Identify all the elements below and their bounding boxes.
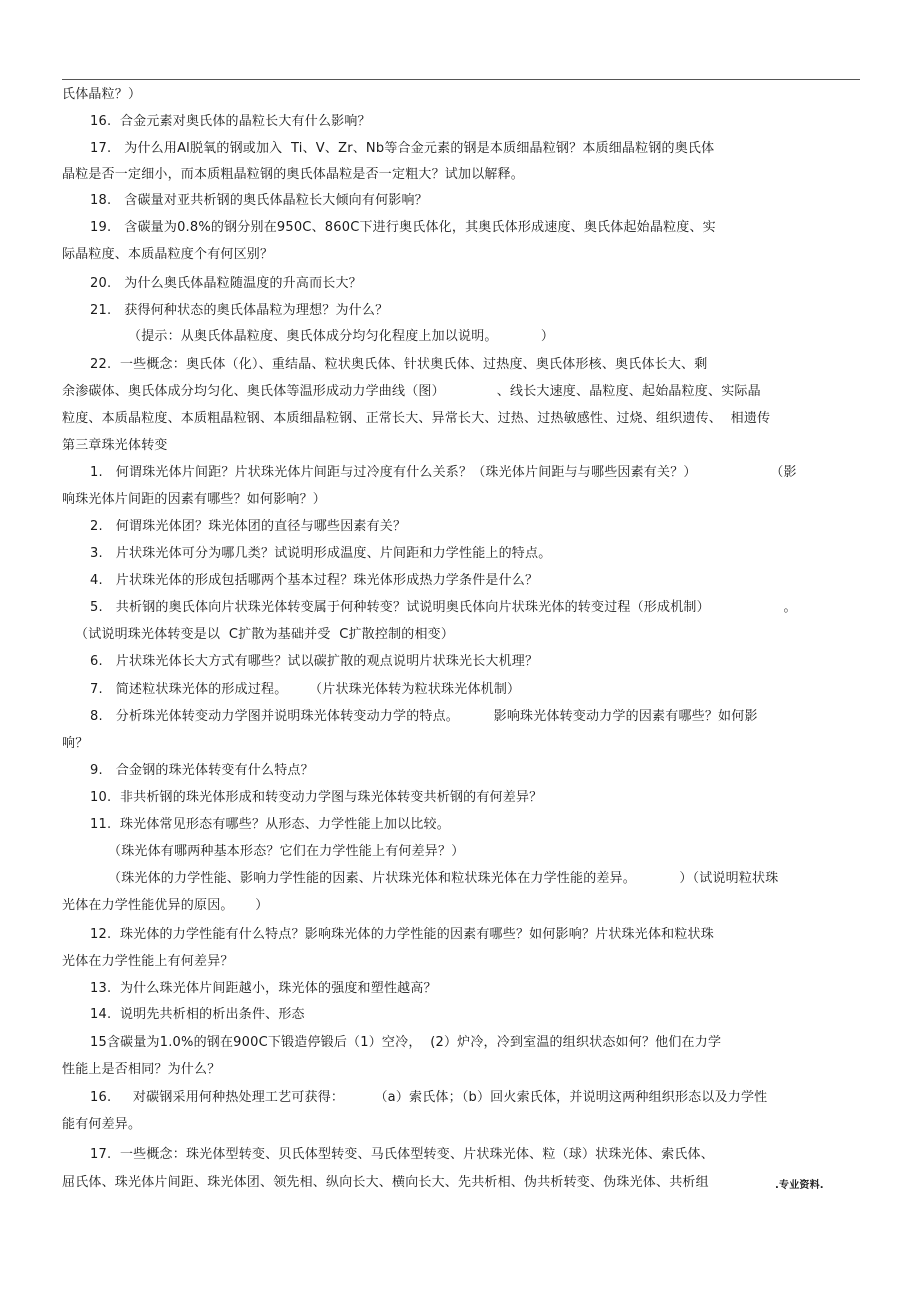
text-line: 光体在力学性能优异的原因。 ） — [62, 898, 269, 913]
text-line: 屈氏体、珠光体片间距、珠光体团、领先相、纵向长大、横向长大、先共析相、伪共析转变、伪珠光体、共析组 — [62, 1175, 709, 1190]
text-line: 16. 合金元素对奥氏体的晶粒长大有什么影响？ — [90, 114, 371, 129]
text-line: 能有何差异。 — [62, 1117, 142, 1132]
text-line: 19. 含碳量为0.8%的钢分别在950C、860C下进行奥氏体化，其奥氏体形成速度、奥氏体起始晶粒度、实 — [90, 220, 716, 235]
text-line: 响？ — [62, 736, 89, 751]
text-line: 15含碳量为1.0%的钢在900C下锻造停锻后（1）空冷， (2）炉冷，冷到室温的组织状态如何？他们在力学 — [90, 1035, 722, 1050]
text-line: 性能上是否相同？为什么？ — [62, 1062, 221, 1077]
text-line: 12. 珠光体的力学性能有什么特点？影响珠光体的力学性能的因素有哪些？如何影响？片状珠光体和粒状珠 — [90, 927, 714, 942]
text-line: 7. 简述粒状珠光体的形成过程。 （片状珠光体转为粒状珠光体机制） — [90, 682, 521, 697]
text-line: 余渗碳体、奥氏体成分均匀化、奥氏体等温形成动力学曲线（图） 、线长大速度、晶粒度、起始晶粒度、实际晶 — [62, 384, 761, 399]
text-line: 光体在力学性能上有何差异？ — [62, 954, 234, 969]
text-line: 1. 何谓珠光体片间距？片状珠光体片间距与过冷度有什么关系？（珠光体片间距与与哪些因素有关？） （影 — [90, 465, 797, 480]
text-line: （珠光体的力学性能、影响力学性能的因素、片状珠光体和粒状珠光体在力学性能的差异。 ）（试说明粒状珠 — [108, 871, 779, 886]
text-line: 8. 分析珠光体转变动力学图并说明珠光体转变动力学的特点。 影响珠光体转变动力学的因素有哪些？如何影 — [90, 709, 758, 724]
text-line: 4. 片状珠光体的形成包括哪两个基本过程？珠光体形成热力学条件是什么？ — [90, 573, 539, 588]
text-line: 22. 一些概念：奥氏体（化）、重结晶、粒状奥氏体、针状奥氏体、过热度、奥氏体形核、奥氏体长大、剩 — [90, 357, 708, 372]
text-line: 2. 何谓珠光体团？珠光体团的直径与哪些因素有关？ — [90, 519, 407, 534]
text-line: 13. 为什么珠光体片间距越小，珠光体的强度和塑性越高？ — [90, 981, 437, 996]
header-rule — [62, 79, 860, 80]
text-line: 际晶粒度、本质晶粒度个有何区别？ — [62, 247, 274, 262]
text-line: 14. 说明先共析相的析出条件、形态 — [90, 1007, 305, 1022]
text-line: 17. 一些概念：珠光体型转变、贝氏体型转变、马氏体型转变、片状珠光体、粒（球）状珠光体、索氏体、 — [90, 1147, 714, 1162]
text-line: 11. 珠光体常见形态有哪些？从形态、力学性能上加以比较。 — [90, 817, 450, 832]
footer-label: .专业资料. — [775, 1180, 824, 1191]
text-line: 氏体晶粒？） — [62, 87, 142, 102]
text-line: 3. 片状珠光体可分为哪几类？试说明形成温度、片间距和力学性能上的特点。 — [90, 546, 552, 561]
text-line: 9. 合金钢的珠光体转变有什么特点？ — [90, 763, 314, 778]
text-line: 18. 含碳量对亚共析钢的奥氏体晶粒长大倾向有何影响？ — [90, 193, 428, 208]
text-line: 20. 为什么奥氏体晶粒随温度的升高而长大？ — [90, 276, 362, 291]
text-line: 16. 对碳钢采用何种热处理工艺可获得： （a）索氏体；（b）回火索氏体，并说明这两种组织形态以及力学性 — [90, 1090, 768, 1105]
text-line: （试说明珠光体转变是以 C扩散为基础并受 C扩散控制的相变） — [75, 627, 455, 642]
text-line: （提示：从奥氏体晶粒度、奥氏体成分均匀化程度上加以说明。 ） — [128, 329, 555, 344]
text-line: 6. 片状珠光体长大方式有哪些？试以碳扩散的观点说明片状珠光长大机理？ — [90, 654, 539, 669]
text-line: 5. 共析钢的奥氏体向片状珠光体转变属于何种转变？试说明奥氏体向片状珠光体的转变过程（形成机制） 。 — [90, 600, 797, 615]
text-line: 响珠光体片间距的因素有哪些？如何影响？） — [62, 492, 327, 507]
text-line: 21. 获得何种状态的奥氏体晶粒为理想？为什么？ — [90, 303, 389, 318]
text-line: 17. 为什么用Al脱氧的钢或加入 Ti、V、Zr、Nb等合金元素的钢是本质细晶粒钢？本质细晶粒钢的奥氏体 — [90, 141, 715, 156]
text-line: 晶粒是否一定细小，而本质粗晶粒钢的奥氏体晶粒是否一定粗大？试加以解释。 — [62, 167, 525, 182]
text-line: （珠光体有哪两种基本形态？它们在力学性能上有何差异？） — [108, 844, 465, 859]
text-line: 第三章珠光体转变 — [62, 438, 168, 453]
text-line: 粒度、本质晶粒度、本质粗晶粒钢、本质细晶粒钢、正常长大、异常长大、过热、过热敏感性、过烧、组织遗传、 相遗传 — [62, 411, 771, 426]
text-line: 10. 非共析钢的珠光体形成和转变动力学图与珠光体转变共析钢的有何差异？ — [90, 790, 543, 805]
